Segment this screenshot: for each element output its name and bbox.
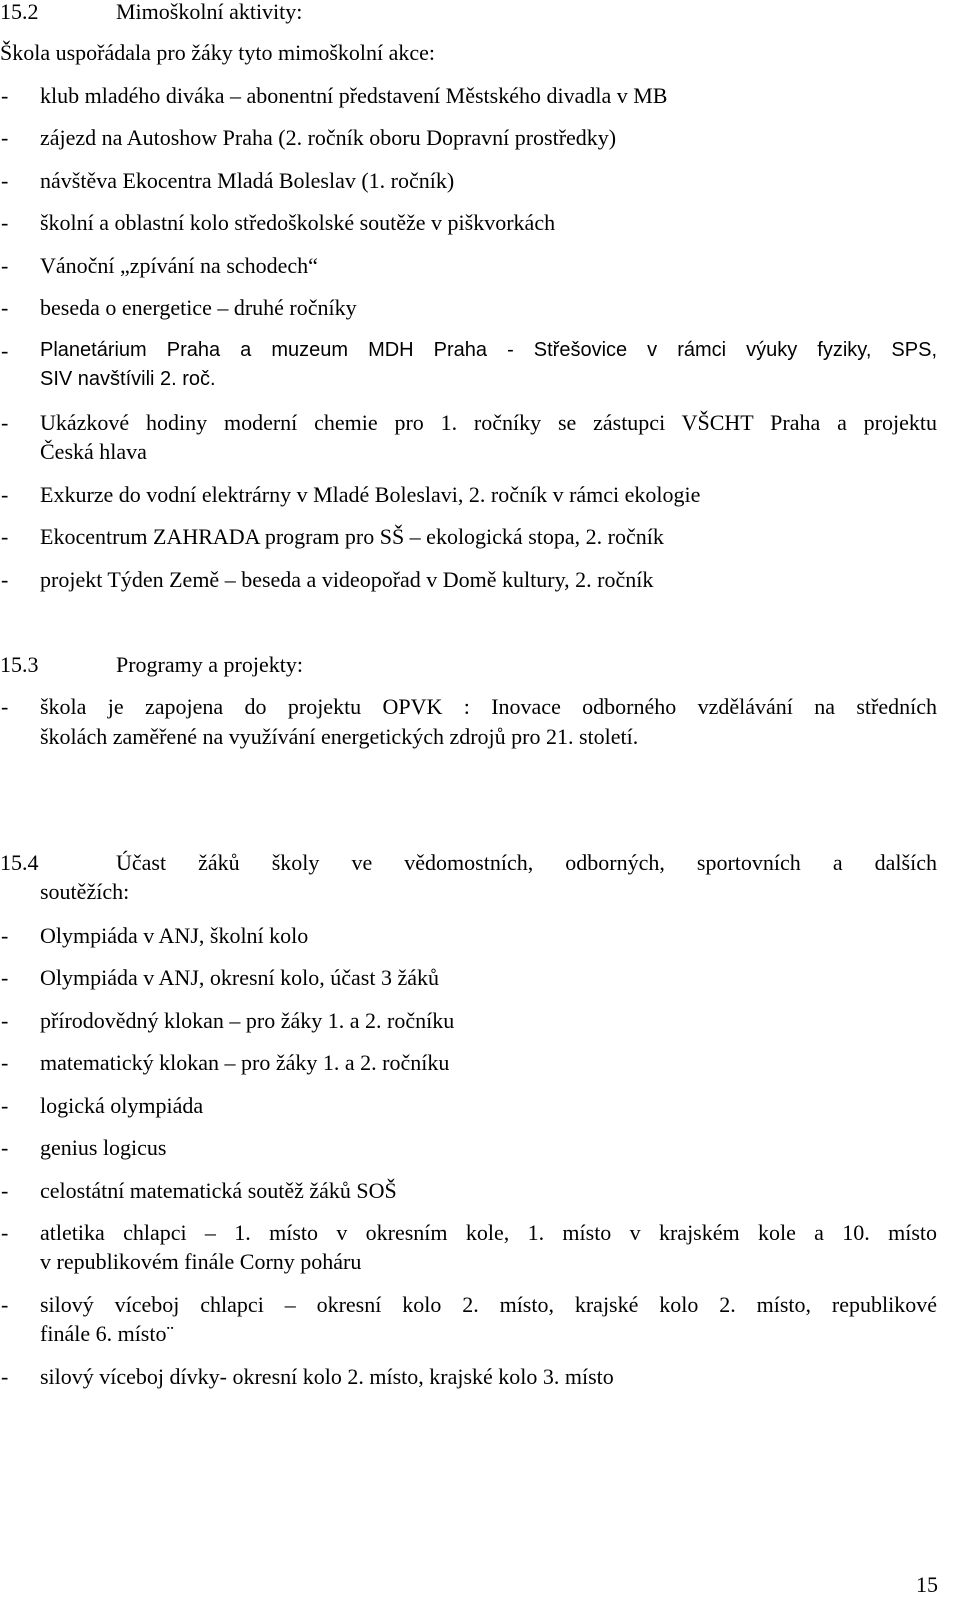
section-number: 15.2 xyxy=(0,0,39,24)
section-title: Programy a projekty: xyxy=(116,652,303,677)
section-title: Mimoškolní aktivity: xyxy=(116,0,303,24)
document-page: 15.2 Mimoškolní aktivity: Škola uspořádala pro žáky tyto mimoškolní akce: - klub mladého diváka – abonentní představení Městského divadla v MB - zájezd na Autoshow Praha (2. ročník oboru Dopravní prostředky) - návštěva Ekocentra Mladá Boleslav (1. ročník) - školní a oblastní kolo středoškolské soutěže v piškvorkách - Vánoční „zpívání na schodech“ - beseda o energetice – druhé ročníky - Planetárium Praha a muzeum MDH Praha - Střešovice v rámci výuky fyziky, SPS, SIV navštívili 2. roč. - Ukázkové hodiny moderní chemie pro 1. ročníky se zástupci VŠCHT Praha a projektu Česká hlava - Exkurze do vodní elektrárny v Mladé Boleslavi, 2. ročník v rámci ekologie - Ekocentrum ZAHRADA program pro SŠ – ekologická stopa, 2. ročník - projekt Týden Země – beseda a videopořad v Domě kultury, 2. ročník 15.3 Programy a projekty: - škola je zapojena do projektu OPVK : Inovace odborného vzdělávání na středních školách zaměřené na využívání energetických zdrojů pro 21. století. 15.4 Účast žáků školy ve vědomostních, odborných, sportovních a dalších soutěžích: - Olympiáda v ANJ, školní kolo - Olympiáda v ANJ, okresní kolo, účast 3 žáků - přírodovědný klokan – pro žáky 1. a 2. ročníku - matematický klokan – pro žáky 1. a 2. ročníku - logická olympiáda - genius logicus - celostátní matematická soutěž žáků SOŠ - atletika chlapci – 1. místo v okresním kole, 1. místo v krajském kole a 10. místo v republikovém finále Corny poháru - silový víceboj chlapci – okresní kolo 2. místo, krajské kolo 2. místo, republikové finále 6. místo¨ - silový víceboj dívky- okresní kolo 2. místo, krajské kolo 3. místo 15 xyxy=(0,0,960,1604)
section-title: Účast žáků školy ve vědomostních, odborných, sportovních a dalších xyxy=(116,850,937,875)
section-number: 15.4 xyxy=(0,850,39,875)
section-number: 15.3 xyxy=(0,652,39,677)
